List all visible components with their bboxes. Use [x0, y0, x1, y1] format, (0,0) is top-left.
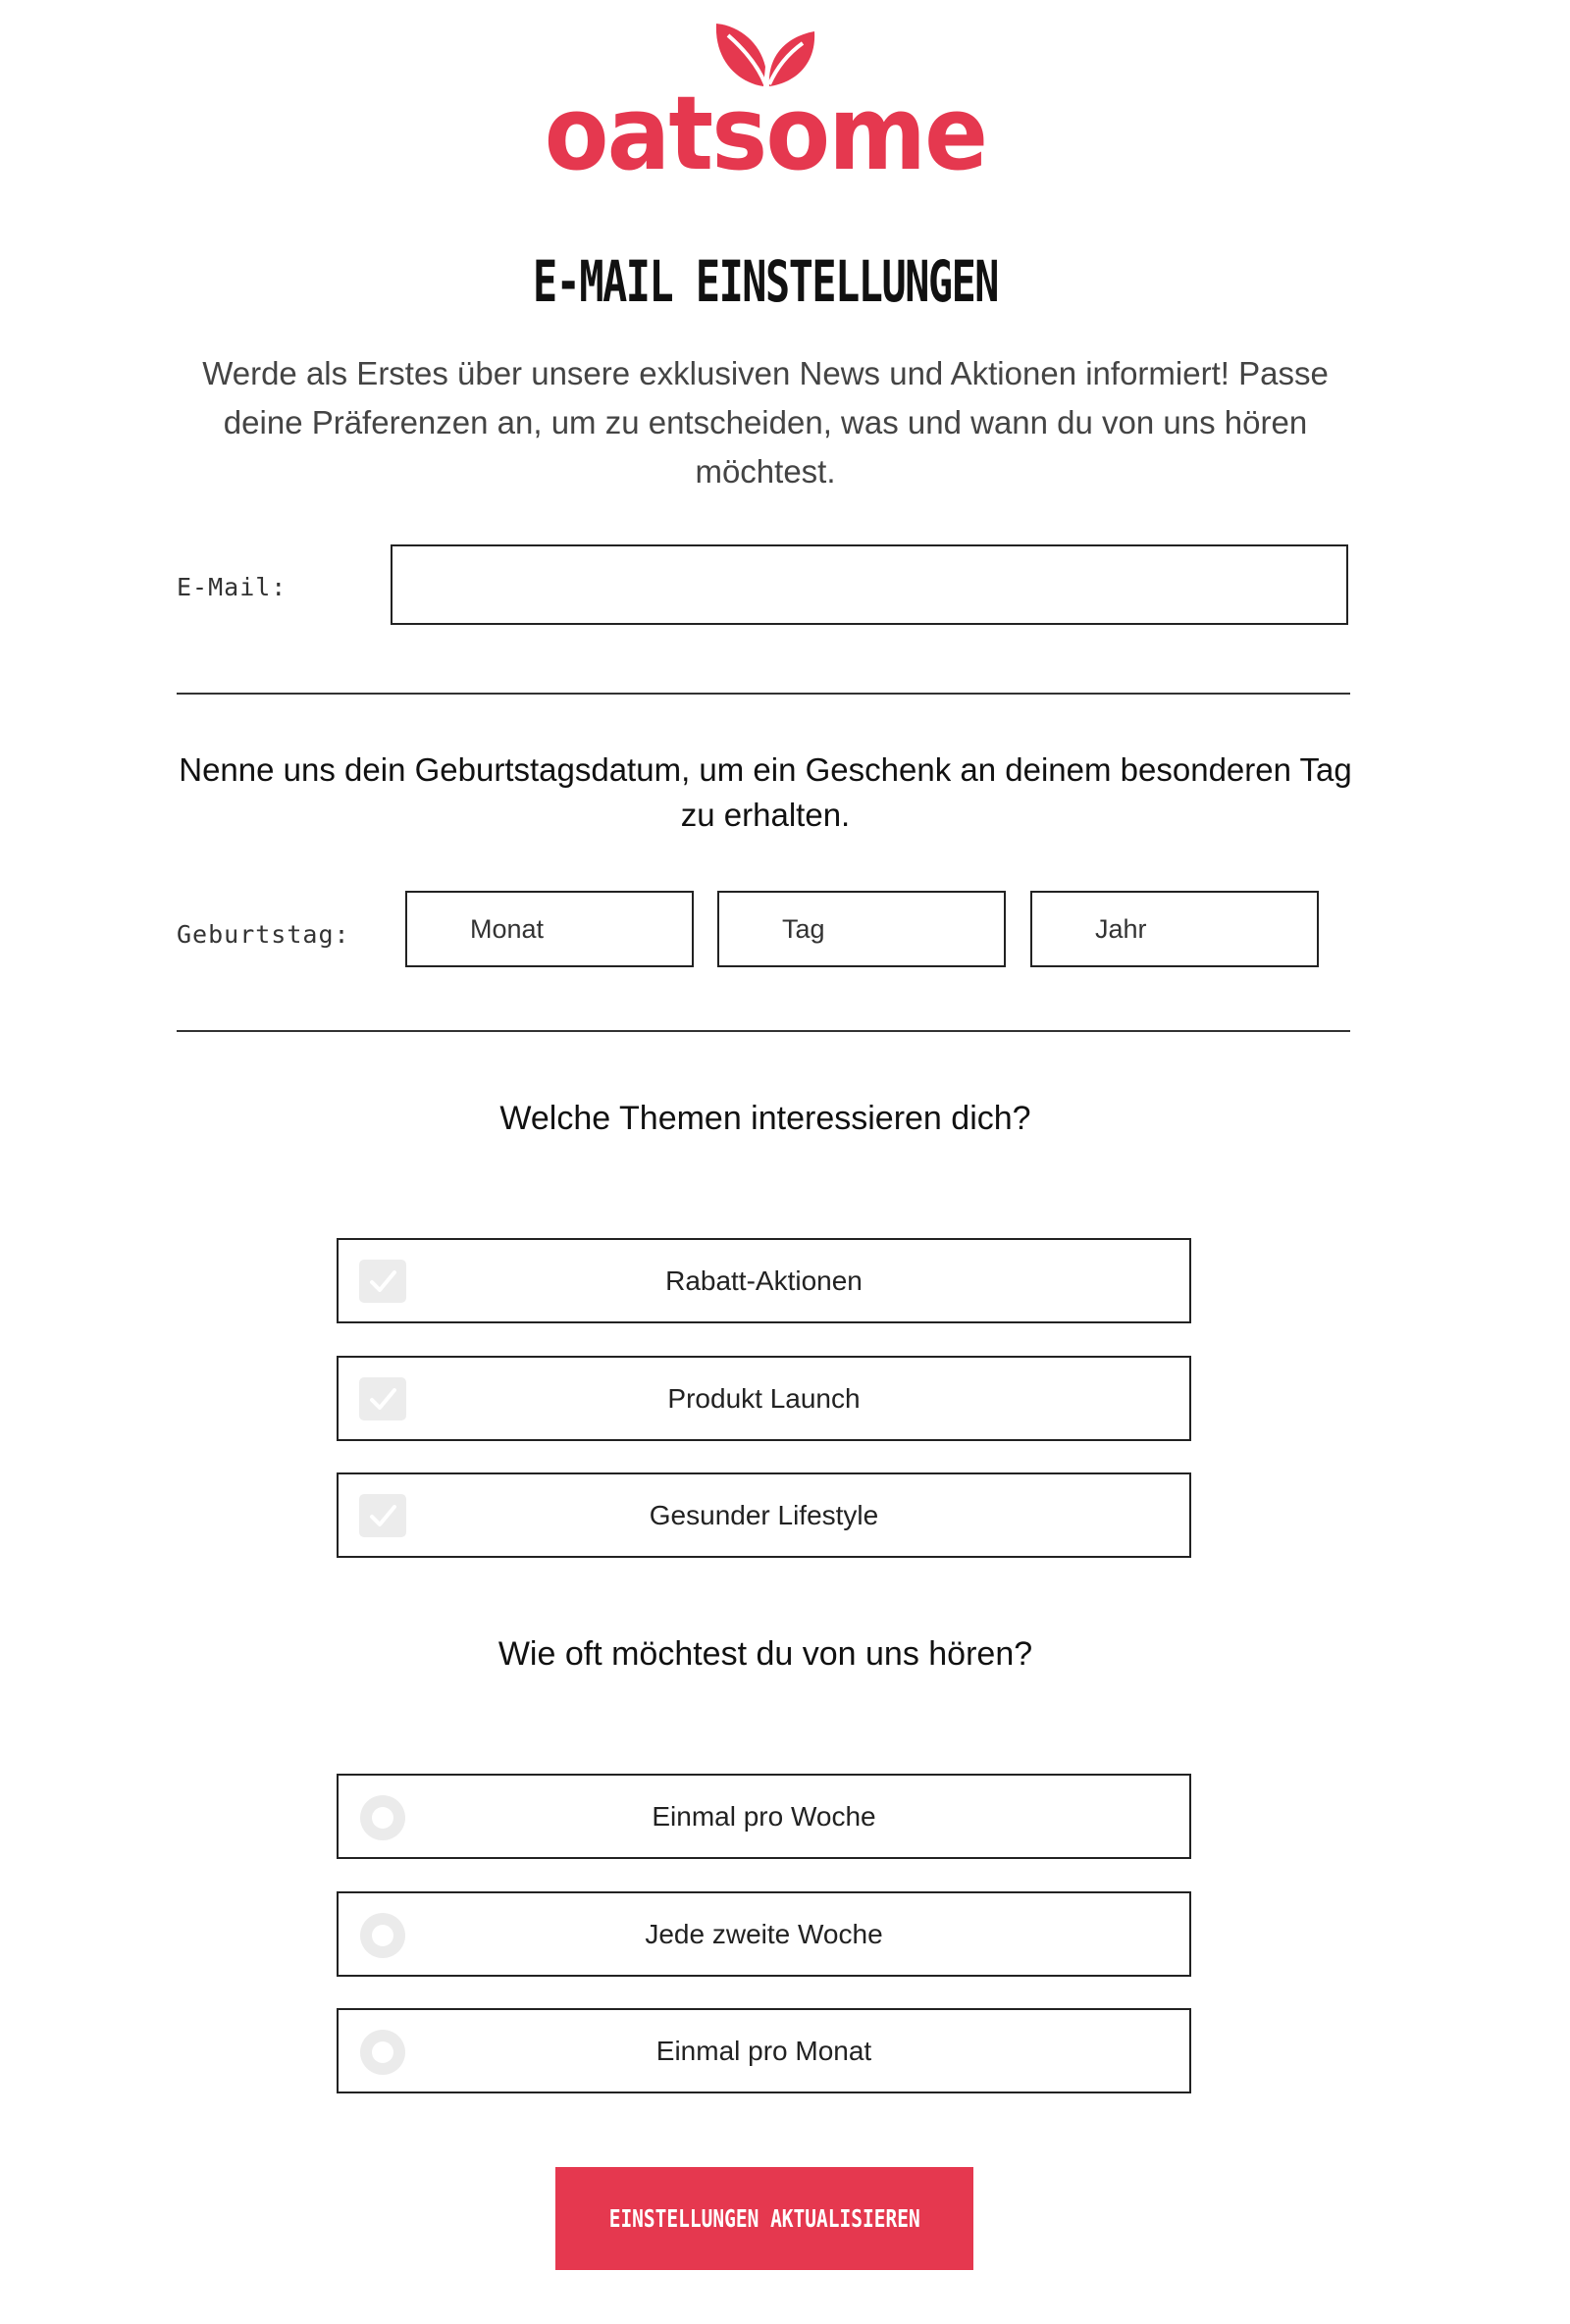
frequency-option-weekly[interactable]: [337, 1774, 1191, 1859]
divider: [177, 1030, 1350, 1032]
divider: [177, 693, 1350, 695]
birthday-year-field[interactable]: Jahr: [1030, 891, 1319, 967]
topic-option-gesunder-lifestyle[interactable]: [337, 1472, 1191, 1558]
topic-option-label: Produkt Launch: [667, 1383, 861, 1414]
birthday-day-field[interactable]: Tag: [717, 891, 1006, 967]
brand-logo: [0, 10, 1531, 193]
update-settings-button[interactable]: [555, 2167, 973, 2270]
frequency-option-monthly[interactable]: [337, 2008, 1191, 2093]
birthday-month-field[interactable]: Monat: [405, 891, 694, 967]
frequency-option-label: Jede zweite Woche: [645, 1919, 883, 1949]
logo-text: oatsome: [544, 74, 987, 193]
intro-text: Werde als Erstes über unsere exklusiven News und Aktionen informiert! Passe deine Präferenzen an, um zu entscheiden, was und wann du von uns hören möchtest.: [202, 355, 1329, 490]
topic-option-produkt-launch[interactable]: [337, 1356, 1191, 1441]
frequency-question: Wie oft möchtest du von uns hören?: [497, 1635, 1033, 1673]
topic-option-label: Rabatt-Aktionen: [665, 1265, 863, 1296]
frequency-option-label: Einmal pro Woche: [652, 1801, 876, 1832]
update-settings-label: EINSTELLUNGEN AKTUALISIEREN: [608, 2204, 920, 2233]
topic-option-label: Gesunder Lifestyle: [649, 1500, 879, 1530]
topic-option-rabatt-aktionen[interactable]: [337, 1238, 1191, 1323]
frequency-option-label: Einmal pro Monat: [655, 2036, 872, 2066]
topics-question: Welche Themen interessieren dich?: [499, 1100, 1031, 1137]
frequency-option-biweekly[interactable]: [337, 1891, 1191, 1977]
page-title: E-MAIL EINSTELLUNGEN: [532, 248, 999, 315]
email-label: E-Mail:: [177, 573, 288, 601]
email-field[interactable]: [391, 544, 1348, 625]
birthday-prompt: Nenne uns dein Geburtstagsdatum, um ein Geschenk an deinem besonderen Tag zu erhalten.: [179, 751, 1352, 833]
birthday-label: Geburtstag:: [177, 920, 350, 949]
